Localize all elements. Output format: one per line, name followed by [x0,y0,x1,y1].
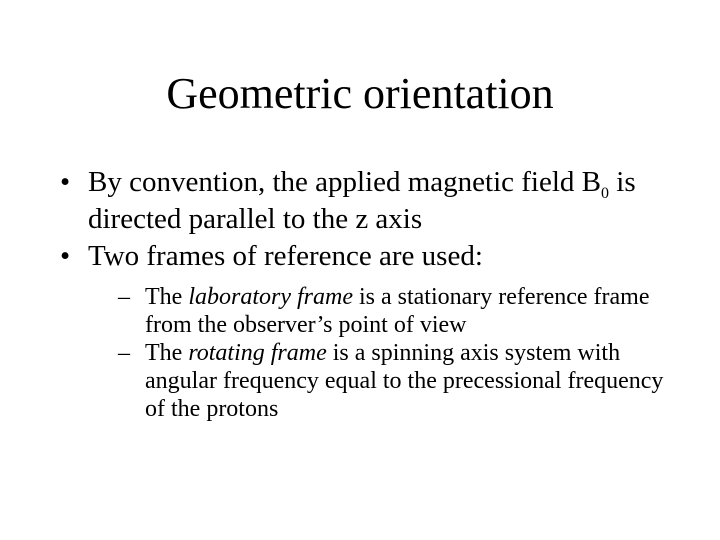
bullet-text: Two frames of reference are used: [88,240,483,272]
sub-bullet-laboratory-frame [88,283,680,339]
bullet-item-frames [60,238,680,423]
sub-bullet-emphasis: rotating frame [188,340,327,366]
sub-bullet-marker: – [118,284,130,310]
bullet-text-after: is directed parallel to the z axis [88,166,636,235]
sub-bullet-rest: is a spinning axis system with angular frequency equal to the precessional frequency of the protons [145,340,664,422]
sub-bullet-rest: is a stationary reference frame from the observer’s point of view [145,284,650,338]
bullet-list [60,164,680,423]
bullet-text-before: By convention, the applied magnetic field B [88,166,602,198]
bullet-item-applied-field [60,164,680,238]
sub-bullet-emphasis: laboratory frame [188,284,353,310]
bullet-marker: • [60,166,71,198]
sub-bullet-marker: – [118,340,130,366]
bullet-marker: • [60,240,71,272]
sub-bullet-lead: The [145,340,189,366]
slide-title: Geometric orientation [166,69,554,118]
sub-bullet-lead: The [145,284,189,310]
sub-bullet-rotating-frame [88,339,680,423]
bullet-subscript: 0 [601,184,610,202]
sub-bullet-list [88,283,680,423]
